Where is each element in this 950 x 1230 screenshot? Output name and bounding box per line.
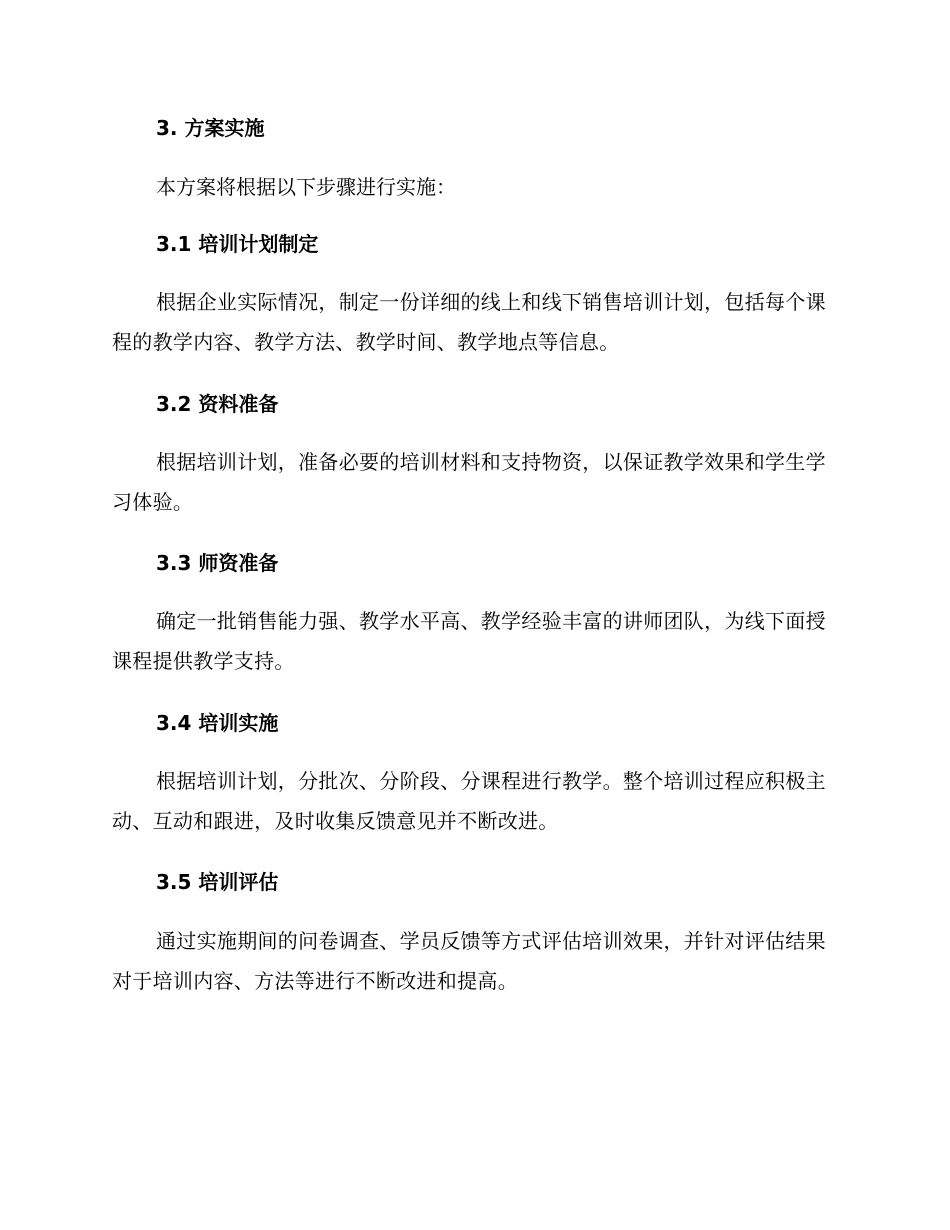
step-text-3-3: 确定一批销售能力强、教学水平高、教学经验丰富的讲师团队，为线下面授课程提供教学支持。 xyxy=(112,609,826,673)
step-heading-3-1: 3.1 培训计划制定 xyxy=(156,232,319,256)
step-text-3-2: 根据培训计划，准备必要的培训材料和支持物资，以保证教学效果和学生学习体验。 xyxy=(112,450,826,514)
section-intro: 本方案将根据以下步骤进行实施： xyxy=(156,175,456,199)
step-heading-3-5: 3.5 培训评估 xyxy=(156,870,279,894)
step-heading-3-2: 3.2 资料准备 xyxy=(156,392,279,416)
step-text-3-4: 根据培训计划，分批次、分阶段、分课程进行教学。整个培训过程应积极主动、互动和跟进，及时收集反馈意见并不断改进。 xyxy=(112,769,826,833)
section-heading: 3. 方案实施 xyxy=(156,116,265,140)
step-text-3-1: 根据企业实际情况，制定一份详细的线上和线下销售培训计划，包括每个课程的教学内容、教学方法、教学时间、教学地点等信息。 xyxy=(112,290,826,354)
step-heading-3-3: 3.3 师资准备 xyxy=(156,551,279,575)
step-text-3-5: 通过实施期间的问卷调查、学员反馈等方式评估培训效果，并针对评估结果对于培训内容、方法等进行不断改进和提高。 xyxy=(112,929,826,993)
step-heading-3-4: 3.4 培训实施 xyxy=(156,711,279,735)
